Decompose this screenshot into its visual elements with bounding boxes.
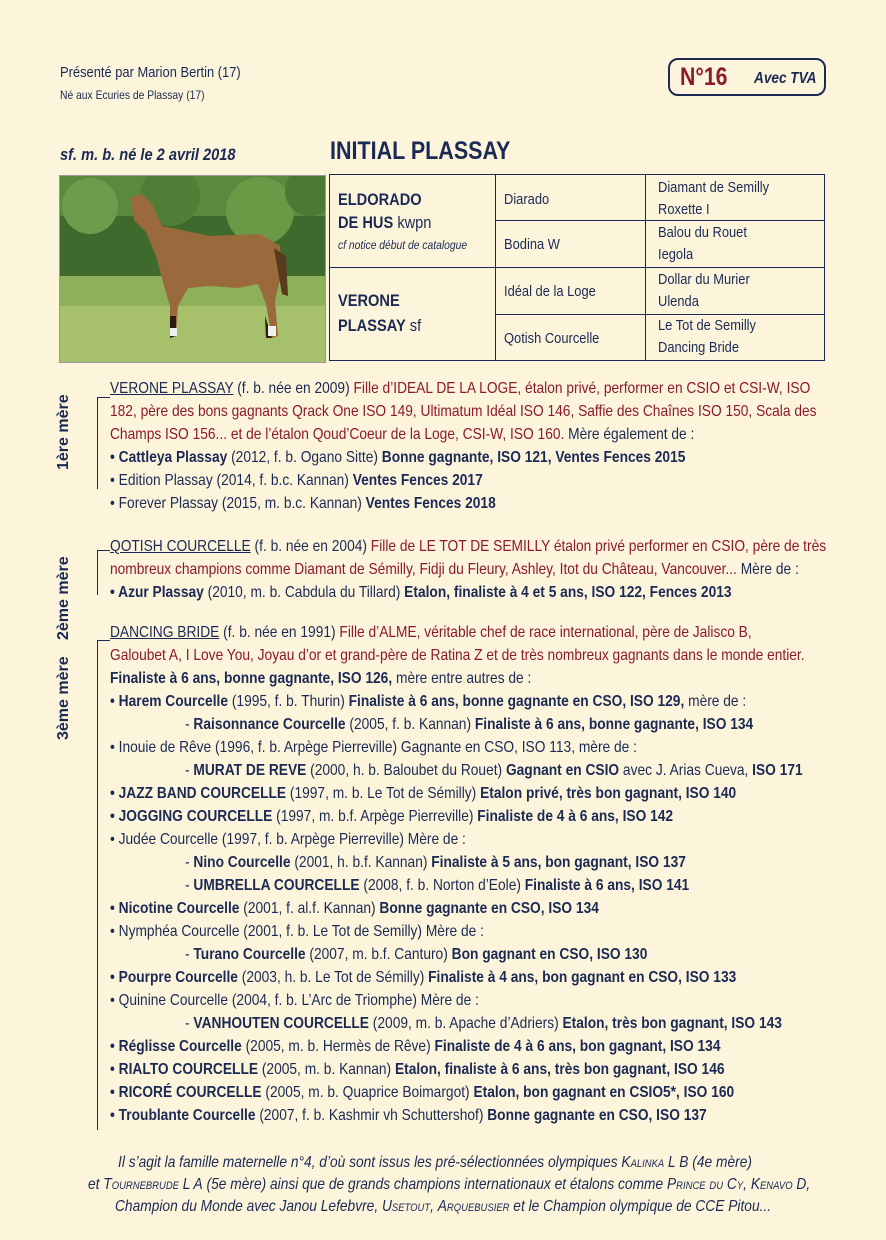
- grandparent: Idéal de la Loge: [504, 283, 596, 300]
- horse-description: sf. m. b. né le 2 avril 2018: [60, 145, 236, 164]
- dam-line-segment: • RICORÉ COURCELLE: [110, 1084, 262, 1101]
- dam-line-segment: (2009, m. b. Apache d’Adriers): [368, 1015, 563, 1032]
- dam-line-segment: Finaliste à 5 ans, bon gagnant, ISO 137: [431, 854, 686, 871]
- dam-line-segment: (2012, f. b. Ogano Sitte): [227, 449, 382, 466]
- dam-line-segment: Finaliste à 6 ans, bonne gagnante, ISO 126,: [110, 670, 393, 687]
- dam-line-segment: (2008, f. b. Norton d’Eole): [359, 877, 525, 894]
- dam-line-text: [110, 805, 673, 828]
- dam-line-segment: (2007, f. b. Kashmir vh Schuttershof): [255, 1107, 488, 1124]
- footer-segment: et: [88, 1176, 104, 1193]
- dam-line-segment: Etalon privé, très bon gagnant, ISO 140: [480, 785, 737, 802]
- great-grandparent: Dollar du Murier: [658, 271, 750, 288]
- dam-line-segment: (2007, m. b.f. Canturo): [305, 946, 452, 963]
- dam-line-segment: avec J. Arias Cueva,: [619, 762, 753, 779]
- second-dam-label: 2ème mère: [55, 556, 72, 640]
- footer-segment: ,: [743, 1176, 751, 1193]
- great-grandparent: Iegola: [658, 246, 694, 263]
- dam-line-segment: -: [185, 877, 194, 894]
- dam-line-segment: Galoubet A, I Love You, Joyau d’or et grand-père de Ratina Z et de très nombreux gagnants dans le monde entier.: [110, 647, 805, 664]
- birthplace-text: Né aux Ecuries de Plassay (17): [60, 88, 205, 102]
- dam-line-segment: • JOGGING COURCELLE: [110, 808, 273, 825]
- footer-segment: et le Champion olympique de CCE Pitou...: [509, 1198, 772, 1215]
- dam-line-text: [110, 400, 817, 423]
- dam-line-text: [110, 644, 805, 667]
- dam-line-segment: (2003, h. b. Le Tot de Sémilly): [237, 969, 429, 986]
- dam-line-segment: VANHOUTEN COURCELLE: [193, 1015, 369, 1032]
- horse-photo-image: [60, 176, 325, 362]
- dam-line-segment: MURAT DE REVE: [193, 762, 307, 779]
- dam-line-text: [110, 1081, 734, 1104]
- dam-line-segment: Finaliste de 4 à 6 ans, bon gagnant, ISO 134: [434, 1038, 721, 1055]
- dam-line-segment: • Azur Plassay: [110, 584, 204, 601]
- great-grandparent: Le Tot de Semilly: [658, 317, 756, 334]
- dam-line-segment: Fille d’IDEAL DE LA LOGE, étalon privé, performer en CSIO et CSI-W, ISO: [353, 380, 811, 397]
- dam-line-segment: Etalon, très bon gagnant, ISO 143: [562, 1015, 782, 1032]
- horse-name: INITIAL PLASSAY: [330, 137, 511, 165]
- dam-line-segment: (2005, m. b. Quaprice Boimargot): [261, 1084, 474, 1101]
- dam-line-segment: QOTISH COURCELLE: [110, 538, 251, 555]
- footer-segment: ,: [430, 1198, 438, 1215]
- dam-line-text: [185, 1012, 782, 1035]
- dam-line-segment: UMBRELLA COURCELLE: [193, 877, 360, 894]
- dam-line-segment: Champs ISO 156... et de l’étalon Qoud’Coeur de la Loge, CSI-W, ISO 160.: [110, 426, 569, 443]
- dam-line-segment: • Quinine Courcelle (2004, f. b. L’Arc de Triomphe) Mère de :: [110, 992, 479, 1009]
- footer-segment: ,: [806, 1176, 811, 1193]
- lot-tva: Avec TVA: [754, 70, 817, 87]
- footer-segment: Prince du Cy: [666, 1176, 744, 1193]
- dam-line-segment: (2005, m. b. Hermès de Rêve): [241, 1038, 435, 1055]
- dam-line-text: [110, 377, 810, 400]
- great-grandparent: Ulenda: [658, 293, 699, 310]
- dam-line-text: [110, 920, 484, 943]
- dam-line-segment: Fille de LE TOT DE SEMILLY étalon privé performer en CSIO, père de très: [370, 538, 827, 555]
- dam-line-segment: Bonne gagnante, ISO 121, Ventes Fences 2015: [381, 449, 686, 466]
- dam-line-segment: Nino Courcelle: [193, 854, 291, 871]
- dam-line-segment: Finaliste à 6 ans, bonne gagnante en CSO, ISO 129,: [348, 693, 685, 710]
- dam-line-segment: mère de :: [684, 693, 747, 710]
- dam-line-text: [110, 966, 736, 989]
- dam-line-segment: • Cattleya Plassay: [110, 449, 228, 466]
- dam-line-segment: (1997, m. b.f. Arpège Pierreville): [272, 808, 478, 825]
- dam-line-segment: -: [185, 946, 194, 963]
- footer-segment: Arquebusier: [437, 1198, 510, 1215]
- dam-line-text: [110, 621, 752, 644]
- dam-line-segment: ISO 171: [752, 762, 803, 779]
- dam-line-segment: Etalon, finaliste à 6 ans, très bon gagnant, ISO 146: [394, 1061, 725, 1078]
- dam-line-text: [110, 558, 799, 581]
- third-dam-label: 3ème mère: [55, 656, 72, 740]
- dam-line-segment: mère entre autres de :: [392, 670, 532, 687]
- dam-line-segment: • Troublante Courcelle: [110, 1107, 256, 1124]
- dam-line-segment: (2001, h. b.f. Kannan): [290, 854, 432, 871]
- footer-line: [118, 1152, 752, 1174]
- footer-segment: Kenavo D: [750, 1176, 807, 1193]
- dam-line-text: [110, 469, 483, 492]
- dam-line-segment: -: [185, 716, 194, 733]
- dam-line-segment: • RIALTO COURCELLE: [110, 1061, 259, 1078]
- dam-line-text: [110, 1058, 725, 1081]
- dam-line-segment: -: [185, 1015, 194, 1032]
- dam-line-segment: Finaliste à 4 ans, bon gagnant en CSO, ISO 133: [428, 969, 737, 986]
- dam-line-segment: Ventes Fences 2017: [352, 472, 483, 489]
- presenter-text: Présenté par Marion Bertin (17): [60, 64, 241, 81]
- sire-note: cf notice début de catalogue: [338, 238, 468, 252]
- dam-line-text: [110, 446, 685, 469]
- dam-line-segment: VERONE PLASSAY: [110, 380, 234, 397]
- dam-line-segment: • Harem Courcelle: [110, 693, 229, 710]
- lot-number: N°16: [680, 63, 728, 91]
- dam-line-segment: • Nicotine Courcelle: [110, 900, 240, 917]
- horse-photo: [59, 175, 326, 363]
- great-grandparent: Balou du Rouet: [658, 224, 747, 241]
- dam-line-segment: Mère de :: [740, 561, 799, 578]
- dam-line-text: [110, 828, 466, 851]
- dam-line-text: [110, 897, 599, 920]
- dam-line-segment: Turano Courcelle: [193, 946, 306, 963]
- grandparent: Bodina W: [504, 236, 560, 253]
- footer-segment: Il s’agit la famille maternelle n°4, d’où sont issus les pré-sélectionnées olympiques: [118, 1154, 622, 1171]
- dam-line-segment: • Réglisse Courcelle: [110, 1038, 242, 1055]
- dam-name-line2: PLASSAY sf: [338, 316, 422, 335]
- dam-line-segment: nombreux champions comme Diamant de Sémilly, Fidji du Fleury, Ashley, Itot du Château, Vancouver...: [110, 561, 741, 578]
- dam-line-segment: • Forever Plassay (2015, m. b.c. Kannan): [110, 495, 366, 512]
- lot-badge: [668, 58, 826, 96]
- great-grandparent: Dancing Bride: [658, 339, 740, 356]
- dam-line-segment: • Edition Plassay (2014, f. b.c. Kannan): [110, 472, 353, 489]
- dam-line-segment: Finaliste de 4 à 6 ans, ISO 142: [477, 808, 674, 825]
- dam-line-text: [110, 782, 736, 805]
- footer-line: [115, 1196, 771, 1218]
- dam-line-text: [110, 989, 479, 1012]
- dam-line-text: [185, 874, 689, 897]
- dam-line-segment: Mère également de :: [568, 426, 695, 443]
- dam-line-segment: Ventes Fences 2018: [365, 495, 496, 512]
- footer-segment: (5e mère) ainsi que de grands champions internationaux et étalons comme: [202, 1176, 667, 1193]
- dam-line-segment: -: [185, 762, 194, 779]
- grandparent: Diarado: [504, 191, 550, 208]
- dam-line-segment: Finaliste à 6 ans, ISO 141: [524, 877, 690, 894]
- dam-line-segment: Etalon, finaliste à 4 et 5 ans, ISO 122, Fences 2013: [404, 584, 732, 601]
- dam-line-segment: • Inouie de Rêve (1996, f. b. Arpège Pierreville) Gagnante en CSO, ISO 113, mère de :: [110, 739, 637, 756]
- footer-segment: Usetout: [381, 1198, 431, 1215]
- footer-segment: Champion du Monde avec Janou Lefebvre,: [115, 1198, 382, 1215]
- dam-line-segment: (2005, m. b. Kannan): [258, 1061, 395, 1078]
- dam-line-segment: 182, père des bons gagnants Qrack One ISO 149, Ultimatum Idéal ISO 146, Saffie des Chaînes ISO 150, Scala des: [110, 403, 817, 420]
- dam-line-segment: • Judée Courcelle (1997, f. b. Arpège Pierreville) Mère de :: [110, 831, 466, 848]
- dam-line-segment: • Nymphéa Courcelle (2001, f. b. Le Tot de Semilly) Mère de :: [110, 923, 484, 940]
- dam-line-segment: (f. b. née en 2004): [250, 538, 371, 555]
- dam-line-segment: Raisonnance Courcelle: [193, 716, 346, 733]
- dam-line-text: [110, 690, 746, 713]
- dam-line-segment: Bonne gagnante en CSO, ISO 134: [379, 900, 599, 917]
- dam-line-segment: (2001, f. al.f. Kannan): [239, 900, 380, 917]
- dam-line-text: [110, 736, 637, 759]
- dam-line-text: [110, 535, 826, 558]
- footer-line: [88, 1174, 810, 1196]
- dam-line-segment: Fille d’ALME, véritable chef de race international, père de Jalisco B,: [339, 624, 752, 641]
- dam-line-segment: Gagnant en CSIO: [505, 762, 620, 779]
- dam-line-text: [110, 1104, 707, 1127]
- dam-line-segment: (2000, h. b. Baloubet du Rouet): [306, 762, 506, 779]
- dam-line-text: [185, 851, 686, 874]
- dam-line-segment: Finaliste à 6 ans, bonne gagnante, ISO 134: [474, 716, 754, 733]
- dam-line-segment: DANCING BRIDE: [110, 624, 220, 641]
- dam-line-segment: (f. b. née en 1991): [219, 624, 340, 641]
- dam-line-segment: (2005, f. b. Kannan): [345, 716, 475, 733]
- dam-line-segment: (f. b. née en 2009): [233, 380, 354, 397]
- dam-line-text: [110, 492, 496, 515]
- dam-line-text: [110, 667, 531, 690]
- dam-line-text: [110, 581, 732, 604]
- footer-segment: Tournebrude L A: [103, 1176, 203, 1193]
- grandparent: Qotish Courcelle: [504, 330, 600, 347]
- dam-line-text: [110, 1035, 720, 1058]
- first-dam-label: 1ère mère: [55, 394, 72, 470]
- dam-line-text: [110, 423, 694, 446]
- dam-line-segment: Bon gagnant en CSO, ISO 130: [451, 946, 648, 963]
- dam-line-segment: (2010, m. b. Cabdula du Tillard): [203, 584, 405, 601]
- sire-name-line2: DE HUS kwpn: [338, 213, 432, 232]
- dam-line-segment: (1995, f. b. Thurin): [228, 693, 349, 710]
- dam-line-segment: Etalon, bon gagnant en CSIO5*, ISO 160: [473, 1084, 735, 1101]
- dam-line-text: [185, 713, 753, 736]
- great-grandparent: Roxette I: [658, 201, 710, 218]
- footer-segment: (4e mère): [688, 1154, 752, 1171]
- dam-line-segment: (1997, m. b. Le Tot de Sémilly): [286, 785, 481, 802]
- dam-line-segment: • Pourpre Courcelle: [110, 969, 238, 986]
- dam-name-line1: VERONE: [338, 291, 400, 310]
- sire-name-line1: ELDORADO: [338, 190, 422, 209]
- footer-segment: Kalinka L B: [621, 1154, 689, 1171]
- dam-line-text: [185, 943, 647, 966]
- dam-line-segment: • JAZZ BAND COURCELLE: [110, 785, 287, 802]
- dam-line-text: [185, 759, 803, 782]
- great-grandparent: Diamant de Semilly: [658, 179, 770, 196]
- dam-line-segment: Bonne gagnante en CSO, ISO 137: [487, 1107, 707, 1124]
- dam-line-segment: -: [185, 854, 194, 871]
- pedigree-table: [329, 174, 825, 361]
